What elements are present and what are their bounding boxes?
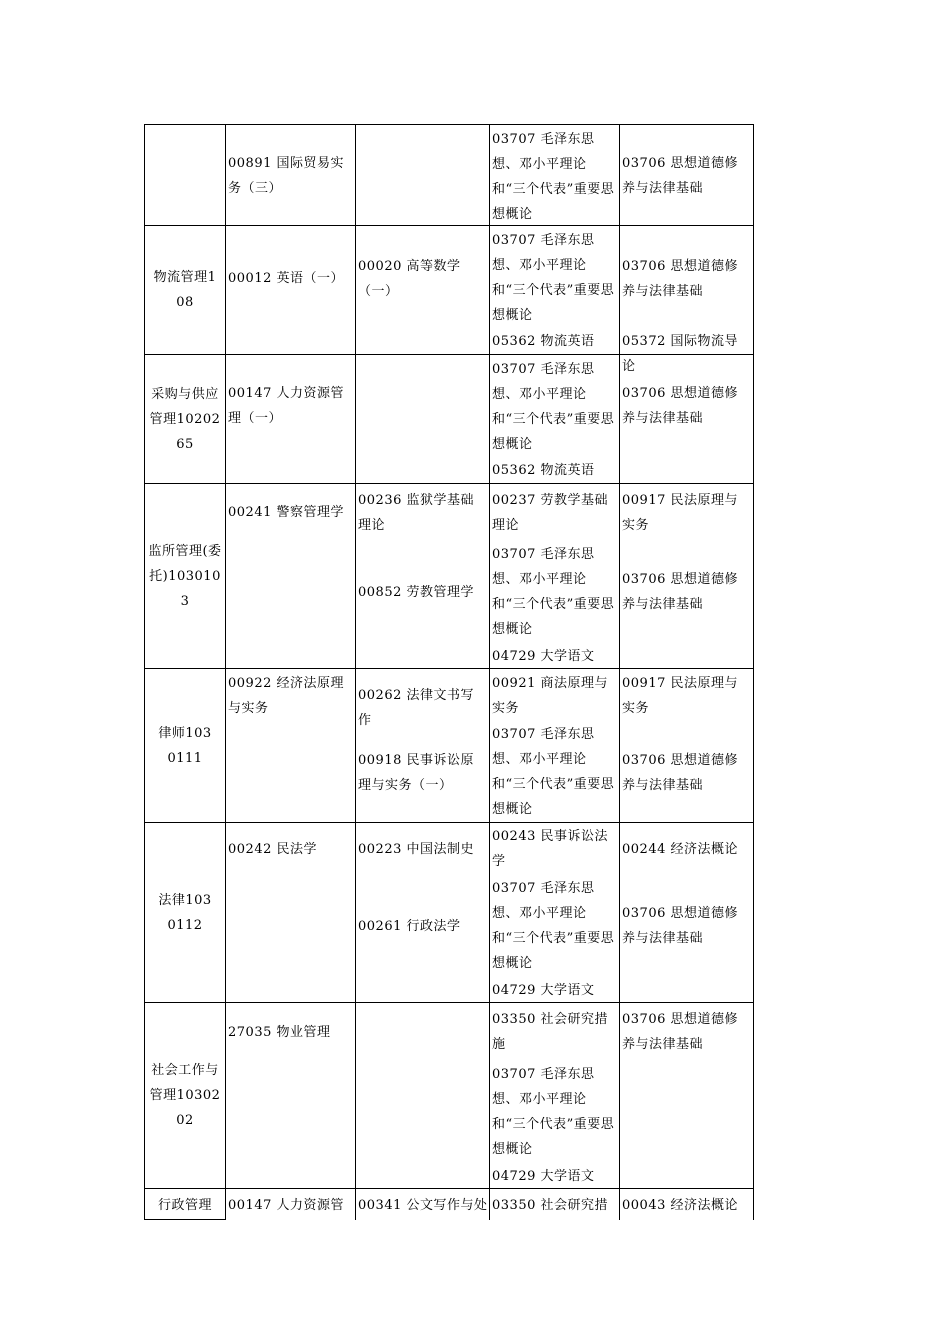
course-cell: 00223 中国法制史: [358, 842, 474, 857]
major-label: 社会工作与管理1030202: [149, 1063, 221, 1128]
course-cell: 03350 社会研究措: [492, 1198, 608, 1213]
course-cell: 00921 商法原理与实务: [492, 676, 608, 716]
major-label: 物流管理108: [153, 270, 217, 310]
course-cell: 05362 物流英语: [492, 463, 595, 478]
course-cell: 03706 思想道德修养与法律基础: [622, 386, 738, 426]
course-cell: 00922 经济法原理与实务: [228, 676, 344, 716]
course-cell: 03706 思想道德修养与法律基础: [622, 572, 738, 612]
rule: [144, 225, 754, 226]
major-label: 采购与供应管理1020265: [149, 386, 221, 452]
course-cell: 03706 思想道德修养与法律基础: [622, 753, 738, 793]
course-cell: 00917 民法原理与实务: [622, 676, 738, 716]
course-cell: 00147 人力资源管理（一）: [228, 386, 344, 426]
course-cell: 04729 大学语文: [492, 649, 595, 664]
course-cell: 05372 国际物流导论: [622, 334, 738, 374]
major-name: [145, 669, 225, 822]
major-name: [145, 226, 225, 354]
course-cell: 03707 毛泽东思想、邓小平理论和“三个代表”重要思想概论: [492, 132, 615, 222]
major-name: 行政管理: [157, 1198, 212, 1213]
course-cell: 03706 思想道德修养与法律基础: [622, 1012, 738, 1052]
course-cell: 00237 劳教学基础理论: [492, 493, 608, 533]
major-name: [145, 484, 225, 668]
course-cell: 03707 毛泽东思想、邓小平理论和“三个代表”重要思想概论: [492, 362, 615, 452]
course-cell: 00244 经济法概论: [622, 842, 738, 857]
rule: [144, 1219, 226, 1220]
course-cell: 03706 思想道德修养与法律基础: [622, 906, 738, 946]
course-cell: 00043 经济法概论: [622, 1198, 738, 1213]
course-cell: 00891 国际贸易实务（三）: [228, 156, 344, 196]
course-cell: 00243 民事诉讼法学: [492, 829, 608, 869]
course-table: [144, 124, 754, 1220]
course-cell: 03707 毛泽东思想、邓小平理论和“三个代表”重要思想概论: [492, 881, 615, 971]
rule: [753, 124, 754, 1220]
course-cell: 03706 思想道德修养与法律基础: [622, 156, 738, 196]
major-label: 监所管理(委托)1030103: [148, 543, 222, 609]
major-name: [145, 823, 225, 1002]
course-cell: 27035 物业管理: [228, 1025, 331, 1040]
course-cell: 00852 劳教管理学: [358, 585, 474, 600]
course-cell: 03707 毛泽东思想、邓小平理论和“三个代表”重要思想概论: [492, 1067, 615, 1157]
course-cell: 03707 毛泽东思想、邓小平理论和“三个代表”重要思想概论: [492, 727, 615, 817]
course-cell: 04729 大学语文: [492, 983, 595, 998]
rule: [144, 1188, 754, 1189]
course-cell: 00917 民法原理与实务: [622, 493, 738, 533]
rule: [144, 483, 754, 484]
rule: [144, 668, 754, 669]
rule: [144, 124, 754, 125]
course-cell: 03707 毛泽东思想、邓小平理论和“三个代表”重要思想概论: [492, 233, 615, 323]
course-cell: 00918 民事诉讼原理与实务（一）: [358, 753, 474, 793]
major-name: [145, 355, 225, 483]
course-cell: 00236 监狱学基础理论: [358, 493, 474, 533]
course-cell: 00341 公文写作与处: [358, 1198, 488, 1213]
rule: [144, 1002, 754, 1003]
course-cell: 00242 民法学: [228, 842, 317, 857]
course-cell: 00012 英语（一）: [228, 271, 344, 286]
course-cell: 00147 人力资源管: [228, 1198, 344, 1213]
major-label: 律师1030111: [158, 725, 212, 766]
course-cell: 00241 警察管理学: [228, 505, 344, 520]
course-cell: 04729 大学语文: [492, 1169, 595, 1184]
course-cell: 00262 法律文书写作: [358, 688, 474, 728]
course-cell: 05362 物流英语: [492, 334, 595, 349]
rule: [144, 822, 754, 823]
course-cell: 00020 高等数学（一）: [358, 259, 461, 299]
course-cell: 03706 思想道德修养与法律基础: [622, 259, 738, 299]
major-name: [145, 1003, 225, 1188]
course-cell: 00261 行政法学: [358, 919, 461, 934]
major-label: 法律1030112: [158, 892, 212, 933]
course-cell: 03707 毛泽东思想、邓小平理论和“三个代表”重要思想概论: [492, 547, 615, 637]
course-cell: 03350 社会研究措施: [492, 1012, 608, 1052]
